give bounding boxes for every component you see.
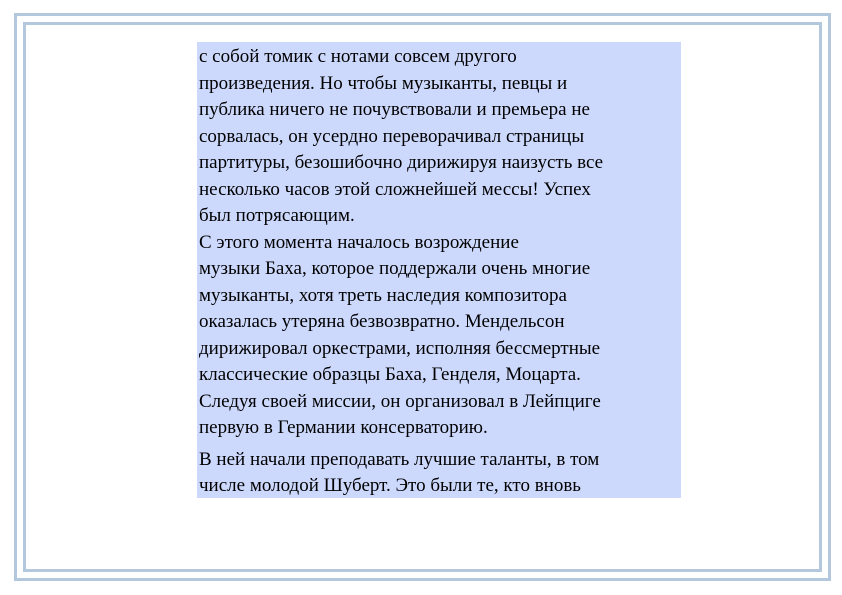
text-line: дирижировал оркестрами, исполняя бессмертные <box>199 337 601 359</box>
text-line: произведения. Но чтобы музыканты, певцы и <box>199 72 568 94</box>
paragraph-2 <box>199 230 681 442</box>
text-line: Следуя своей миссии, он организовал в Лейпциге <box>199 390 601 412</box>
text-line: был потрясающим. <box>199 205 355 226</box>
text-box <box>197 42 681 498</box>
text-line: числе молодой Шуберт. Это были те, кто вновь <box>199 475 581 496</box>
text-line: сорвалась, он усердно переворачивал страницы <box>199 125 585 147</box>
paragraph-1 <box>199 44 681 230</box>
text-line: с собой томик с нотами совсем другого <box>199 46 517 67</box>
text-line: В ней начали преподавать лучшие таланты, в том <box>199 448 600 470</box>
text-line: С этого момента началось возрождение <box>199 231 519 253</box>
text-line: несколько часов этой сложнейшей мессы! Успех <box>199 178 591 200</box>
text-line: музыканты, хотя треть наследия композитора <box>199 284 567 306</box>
text-line: публика ничего не почувствовали и премьера не <box>199 99 590 120</box>
text-line: первую в Германии консерваторию. <box>199 417 488 438</box>
text-line: классические образцы Баха, Генделя, Моцарта. <box>199 364 581 385</box>
paragraph-3 <box>199 447 681 500</box>
text-line: оказалась утеряна безвозвратно. Мендельсон <box>199 311 565 332</box>
text-line: музыки Баха, которое поддержали очень многие <box>199 258 591 279</box>
text-line: партитуры, безошибочно дирижируя наизусть все <box>199 152 604 173</box>
